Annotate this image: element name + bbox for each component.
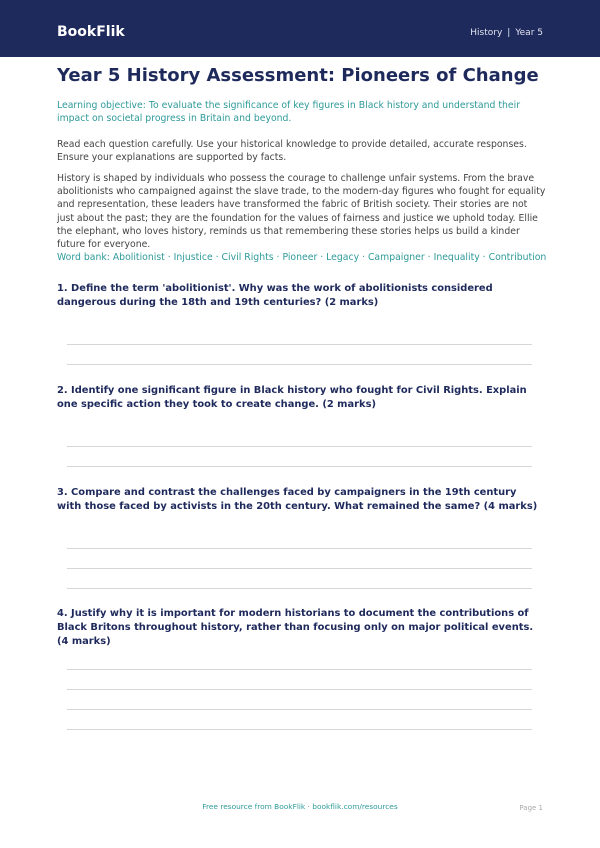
answer-line[interactable] bbox=[67, 709, 532, 710]
brand-logo: BookFlik bbox=[57, 24, 125, 40]
answer-line[interactable] bbox=[67, 588, 532, 589]
word-bank: Word bank: Abolitionist · Injustice · Civil Rights · Pioneer · Legacy · Campaigner · Inequality · Contribution bbox=[57, 252, 547, 263]
page-number: Page 1 bbox=[519, 804, 543, 812]
question-4: 4. Justify why it is important for modern historians to document the contributions of Black Britons throughout history, rather than focusing only on major political events. (4 marks) bbox=[57, 608, 534, 647]
footer-link[interactable]: Free resource from BookFlik · bookflik.com/resources bbox=[202, 802, 398, 811]
question-3: 3. Compare and contrast the challenges faced by campaigners in the 19th century with those faced by activists in the 20th century. What remained the same? (4 marks) bbox=[57, 487, 538, 512]
answer-line[interactable] bbox=[67, 466, 532, 467]
answer-line[interactable] bbox=[67, 344, 532, 345]
answer-line[interactable] bbox=[67, 364, 532, 365]
answer-line[interactable] bbox=[67, 729, 532, 730]
intro-paragraph: History is shaped by individuals who possess the courage to challenge unfair systems. From the brave abolitionists who campaigned against the slave trade, to the modern-day figures who fought for equality and representation, these leaders have transformed the fabric of British society. Their stories are not just about the past; they are the foundation for the values of fairness and justice we uphold today. Ellie the elephant, who loves history, reminds us that remembering these stories helps us build a kinder future for everyone. bbox=[57, 173, 546, 251]
question-2: 2. Identify one significant figure in Black history who fought for Civil Rights. Explain one specific action they took to create change. (2 marks) bbox=[57, 385, 527, 410]
meta-separator: | bbox=[507, 28, 511, 38]
year-label: Year 5 bbox=[515, 28, 543, 38]
answer-line[interactable] bbox=[67, 446, 532, 447]
page-title: Year 5 History Assessment: Pioneers of Change bbox=[57, 65, 539, 86]
header-meta bbox=[470, 26, 543, 40]
answer-line[interactable] bbox=[67, 548, 532, 549]
page-header bbox=[0, 0, 600, 57]
question-1: 1. Define the term 'abolitionist'. Why was the work of abolitionists considered dangerous during the 18th and 19th centuries? (2 marks) bbox=[57, 283, 493, 308]
instructions: Read each question carefully. Use your historical knowledge to provide detailed, accurate responses. Ensure your explanations are supported by facts. bbox=[57, 139, 527, 163]
learning-objective: Learning objective: To evaluate the significance of key figures in Black history and understand their impact on societal progress in Britain and beyond. bbox=[57, 100, 521, 124]
subject-label: History bbox=[470, 28, 503, 38]
answer-line[interactable] bbox=[67, 568, 532, 569]
answer-line[interactable] bbox=[67, 689, 532, 690]
answer-line[interactable] bbox=[67, 669, 532, 670]
